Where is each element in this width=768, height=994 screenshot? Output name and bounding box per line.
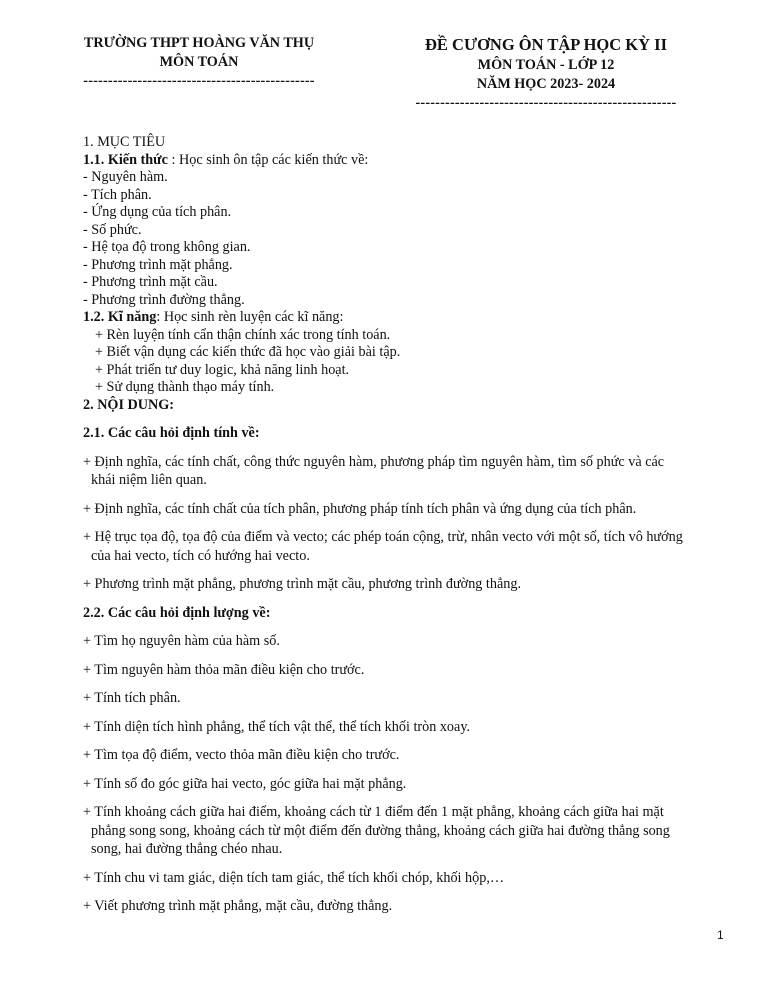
qualitative-heading: 2.1. Các câu hỏi định tính về:: [83, 425, 260, 441]
quantitative-item: [83, 661, 733, 680]
qualitative-item-line: + Định nghĩa, các tính chất của tích phân, phương pháp tính tích phân và ứng dụng của tích phân.: [83, 500, 637, 517]
qualitative-list: [83, 443, 733, 604]
qualitative-item-line: của hai vecto, tích có hướng hai vecto.: [91, 547, 310, 564]
skill-item: + Biết vận dụng các kiến thức đã học vào giải bài tập.: [95, 344, 401, 360]
quantitative-item-line: + Tìm nguyên hàm thỏa mãn điều kiện cho trước.: [83, 661, 365, 678]
qualitative-item: [83, 500, 733, 519]
quantitative-item: [83, 718, 733, 737]
page-number: 1: [717, 928, 724, 942]
quantitative-item-line: + Tìm tọa độ điểm, vecto thỏa mãn điều kiện cho trước.: [83, 747, 400, 763]
qualitative-item-line: + Hệ trục tọa độ, tọa độ của điểm và vecto; các phép toán cộng, trừ, nhân vecto với một số, tích vô hướng: [83, 529, 683, 545]
document-body: [83, 134, 733, 926]
skills-list: [83, 327, 733, 397]
knowledge-item: - Phương trình mặt phẳng.: [83, 256, 233, 273]
qualitative-item: [83, 575, 733, 594]
skills-intro-text: : Học sinh rèn luyện các kĩ năng:: [156, 309, 344, 325]
school-year: NĂM HỌC 2023- 2024: [476, 76, 616, 92]
header-left-divider: -----------------------------------------------: [83, 73, 315, 89]
header-right-divider: -----------------------------------------------------: [415, 95, 677, 111]
school-name: TRƯỜNG THPT HOÀNG VĂN THỤ: [83, 35, 315, 51]
quantitative-item-line: + Tính khoảng cách giữa hai điểm, khoảng cách từ 1 điểm đến 1 mặt phẳng, khoảng cách giữa hai mặt: [83, 804, 664, 820]
skills-intro: [83, 309, 733, 327]
qualitative-item-line: khái niệm liên quan.: [91, 472, 207, 488]
quantitative-item: [83, 632, 733, 651]
knowledge-item: - Nguyên hàm.: [83, 169, 168, 185]
qualitative-item-line: + Định nghĩa, các tính chất, công thức nguyên hàm, phương pháp tìm nguyên hàm, tìm số phức và các: [83, 453, 665, 470]
quantitative-item: [83, 869, 733, 888]
class-label: MÔN TOÁN - LỚP 12: [477, 57, 615, 73]
knowledge-list: [83, 169, 733, 309]
quantitative-item-line: song, hai đường thẳng chéo nhau.: [91, 841, 283, 857]
qualitative-item: [83, 528, 733, 565]
knowledge-intro-text: : Học sinh ôn tập các kiến thức về:: [167, 151, 369, 168]
quantitative-item-line: + Tính chu vi tam giác, diện tích tam giác, thể tích khối chóp, khối hộp,…: [83, 869, 505, 886]
header-left: [64, 34, 334, 91]
skill-item: + Rèn luyện tính cẩn thận chính xác trong tính toán.: [95, 326, 391, 343]
quantitative-item: [83, 689, 733, 708]
knowledge-item: - Phương trình đường thẳng.: [83, 291, 245, 308]
knowledge-label: 1.1. Kiến thức: [83, 151, 168, 168]
quantitative-item: [83, 897, 733, 916]
quantitative-item: [83, 746, 733, 765]
section-1-heading: 1. MỤC TIÊU: [83, 134, 166, 150]
document-title: ĐỀ CƯƠNG ÔN TẬP HỌC KỲ II: [424, 35, 668, 54]
quantitative-item-line: + Tính tích phân.: [83, 690, 181, 706]
quantitative-item-line: + Viết phương trình mặt phẳng, mặt cầu, đường thẳng.: [83, 898, 393, 914]
quantitative-list: [83, 622, 733, 926]
quantitative-item-line: phẳng song song, khoảng cách từ một điểm đến đường thẳng, khoảng cách giữa hai đường thẳng song: [91, 822, 670, 839]
skill-item: + Phát triển tư duy logic, khả năng linh hoạt.: [95, 361, 350, 378]
qualitative-item-line: + Phương trình mặt phẳng, phương trình mặt cầu, phương trình đường thẳng.: [83, 576, 521, 592]
subject-name: MÔN TOÁN: [159, 54, 239, 70]
quantitative-item-line: + Tính diện tích hình phẳng, thể tích vật thể, thể tích khối tròn xoay.: [83, 718, 471, 735]
header-right: [410, 34, 682, 113]
quantitative-heading: 2.2. Các câu hỏi định lượng về:: [83, 604, 271, 621]
knowledge-item: - Phương trình mặt cầu.: [83, 274, 218, 290]
quantitative-item: [83, 803, 733, 859]
knowledge-item: - Tích phân.: [83, 186, 152, 203]
quantitative-item-line: + Tính số đo góc giữa hai vecto, góc giữa hai mặt phẳng.: [83, 775, 407, 792]
knowledge-intro: [83, 152, 733, 170]
knowledge-item: - Ứng dụng của tích phân.: [83, 204, 232, 220]
knowledge-item: - Hệ tọa độ trong không gian.: [83, 239, 251, 255]
quantitative-item-line: + Tìm họ nguyên hàm của hàm số.: [83, 633, 280, 649]
skill-item: + Sử dụng thành thạo máy tính.: [95, 379, 275, 395]
section-2-heading: 2. NỘI DUNG:: [83, 396, 175, 413]
knowledge-item: - Số phức.: [83, 221, 142, 238]
skills-label: 1.2. Kĩ năng: [83, 309, 157, 325]
quantitative-item: [83, 775, 733, 794]
qualitative-item: [83, 453, 733, 490]
